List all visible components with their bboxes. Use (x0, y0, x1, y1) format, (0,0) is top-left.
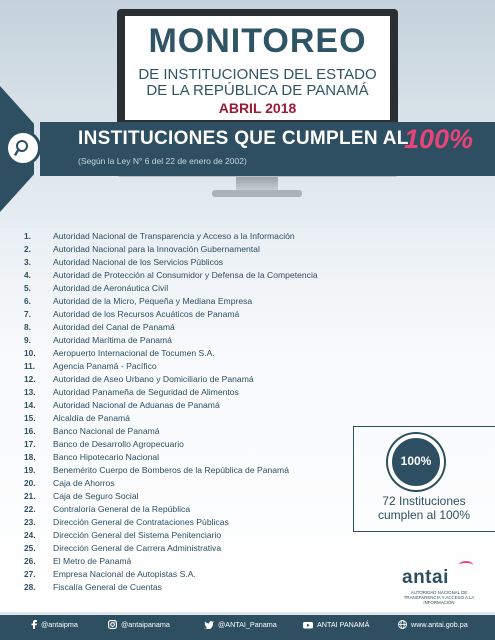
facebook-handle: @antaipma (41, 620, 78, 629)
list-item-number: 7. (24, 308, 31, 319)
percent-value: 100% (400, 454, 432, 468)
list-item-name: Autoridad Marítima de Panamá (53, 334, 172, 345)
website-url: www.antai.gob.pa (411, 620, 468, 629)
list-item-name: El Metro de Panamá (53, 555, 132, 566)
list-item (24, 411, 364, 424)
list-item-number: 19. (24, 464, 36, 475)
page-subtitle-line1: DE INSTITUCIONES DEL ESTADO (138, 66, 377, 83)
list-item-name: Banco Hipotecario Nacional (53, 451, 160, 462)
monitor-stand (236, 177, 278, 191)
list-item (24, 372, 364, 385)
list-item-name: Dirección General de Contrataciones Públicas (53, 516, 229, 527)
list-item (24, 463, 364, 476)
banner-highlight: 100% (404, 124, 474, 154)
list-item (24, 476, 364, 489)
list-item-number: 11. (24, 360, 36, 371)
list-item (24, 398, 364, 411)
list-item (24, 385, 364, 398)
list-item-name: Dirección General de Carrera Administrativa (53, 542, 222, 553)
list-item (24, 281, 364, 294)
list-item-number: 18. (24, 451, 36, 462)
stats-count: 72 Instituciones (382, 494, 466, 508)
list-item (24, 528, 364, 541)
list-item-number: 15. (24, 412, 36, 423)
list-item-name: Autoridad Nacional para la Innovación Gubernamental (53, 243, 260, 254)
list-item-number: 25. (24, 542, 36, 553)
list-item (24, 437, 364, 450)
list-item (24, 229, 364, 242)
list-item-name: Benemérito Cuerpo de Bomberos de la República de Panamá (53, 464, 289, 475)
list-item (24, 255, 364, 268)
instagram-handle: @antaipanama (121, 620, 170, 629)
list-item-number: 22. (24, 503, 36, 514)
list-item-name: Caja de Ahorros (53, 477, 115, 488)
list-item-number: 24. (24, 529, 36, 540)
instagram-icon (108, 620, 117, 629)
list-item-name: Empresa Nacional de Autopistas S.A. (53, 568, 196, 579)
list-item (24, 450, 364, 463)
list-item-name: Banco Nacional de Panamá (53, 425, 160, 436)
list-item-name: Autoridad Nacional de Transparencia y Acceso a la Información (53, 230, 295, 241)
list-item-number: 17. (24, 438, 36, 449)
list-item (24, 502, 364, 515)
list-item-name: Agencia Panamá - Pacífico (53, 360, 157, 371)
footer-youtube[interactable] (303, 620, 369, 629)
list-item (24, 294, 364, 307)
list-item-number: 5. (24, 282, 31, 293)
list-item-number: 20. (24, 477, 36, 488)
list-item (24, 515, 364, 528)
logo-arc-icon (459, 561, 473, 569)
banner-heading: INSTITUCIONES QUE CUMPLEN AL (78, 128, 409, 149)
list-item (24, 359, 364, 372)
youtube-channel: ANTAI PANAMÁ (317, 620, 370, 629)
list-item (24, 567, 364, 580)
banner-subtext: (Según la Ley N° 6 del 22 de enero de 2002) (78, 156, 247, 166)
list-item (24, 320, 364, 333)
list-item-name: Autoridad Panameña de Seguridad de Alimentos (53, 386, 239, 397)
report-date: ABRIL 2018 (218, 100, 297, 116)
list-item-number: 12. (24, 373, 36, 384)
list-item-name: Dirección General del Sistema Penitenciario (53, 529, 222, 540)
list-item (24, 242, 364, 255)
list-item-number: 16. (24, 425, 36, 436)
list-item-name: Autoridad de Aeronáutica Civil (53, 282, 169, 293)
list-item-name: Alcaldía de Panamá (53, 412, 130, 423)
globe-icon (398, 620, 407, 629)
list-item-name: Caja de Seguro Social (53, 490, 139, 501)
list-item (24, 333, 364, 346)
list-item-name: Contraloría General de la República (53, 503, 191, 514)
list-item (24, 307, 364, 320)
list-item-number: 23. (24, 516, 36, 527)
list-item-number: 14. (24, 399, 36, 410)
page-subtitle-line2: DE LA REPÚBLICA DE PANAMÁ (146, 82, 369, 99)
facebook-icon (31, 620, 37, 629)
list-item (24, 489, 364, 502)
list-item-name: Autoridad de la Micro, Pequeña y Mediana Empresa (53, 295, 253, 306)
monitor-base (212, 190, 302, 197)
list-item-name: Fiscalía General de Cuentas (53, 581, 162, 592)
list-item-number: 1. (24, 230, 31, 241)
twitter-icon (204, 621, 214, 629)
institutions-list (24, 229, 364, 593)
list-item-number: 9. (24, 334, 31, 345)
list-item-name: Autoridad de los Recursos Acuáticos de Panamá (53, 308, 240, 319)
antai-logo: antai (402, 567, 449, 588)
list-item (24, 346, 364, 359)
list-item-name: Autoridad del Canal de Panamá (53, 321, 175, 332)
list-item-name: Autoridad de Protección al Consumidor y Defensa de la Competencia (53, 269, 318, 280)
list-item-number: 6. (24, 295, 31, 306)
list-item-number: 28. (24, 581, 36, 592)
search-icon (5, 130, 41, 166)
youtube-icon (303, 621, 313, 629)
list-item-name: Autoridad de Aseo Urbano y Domiciliario de Panamá (53, 373, 254, 384)
list-item-number: 10. (24, 347, 36, 358)
list-item-number: 3. (24, 256, 31, 267)
list-item-name: Banco de Desarrollo Agropecuario (53, 438, 184, 449)
list-item-number: 8. (24, 321, 31, 332)
logo-subtitle: AUTORIDAD NACIONAL DE TRANSPARENCIA Y ACCESO A LA INFORMACIÓN (403, 590, 475, 605)
list-item (24, 268, 364, 281)
twitter-handle: @ANTAI_Panama (218, 620, 277, 629)
footer-instagram[interactable] (108, 620, 170, 629)
list-item-name: Autoridad Nacional de los Servicios Públicos (53, 256, 224, 267)
list-item (24, 424, 364, 437)
footer-twitter[interactable] (204, 620, 277, 629)
list-item-number: 21. (24, 490, 36, 501)
list-item (24, 580, 364, 593)
list-item-name: Aeropuerto Internacional de Tocumen S.A. (53, 347, 215, 358)
list-item-number: 4. (24, 269, 31, 280)
page-title: MONITOREO (148, 22, 367, 60)
list-item-name: Autoridad Nacional de Aduanas de Panamá (53, 399, 220, 410)
stats-caption: cumplen al 100% (377, 508, 471, 522)
list-item-number: 26. (24, 555, 36, 566)
list-item (24, 541, 364, 554)
list-item-number: 2. (24, 243, 31, 254)
list-item (24, 554, 364, 567)
list-item-number: 27. (24, 568, 36, 579)
footer-facebook[interactable] (31, 620, 78, 629)
list-item-number: 13. (24, 386, 36, 397)
footer-website[interactable] (398, 620, 468, 629)
